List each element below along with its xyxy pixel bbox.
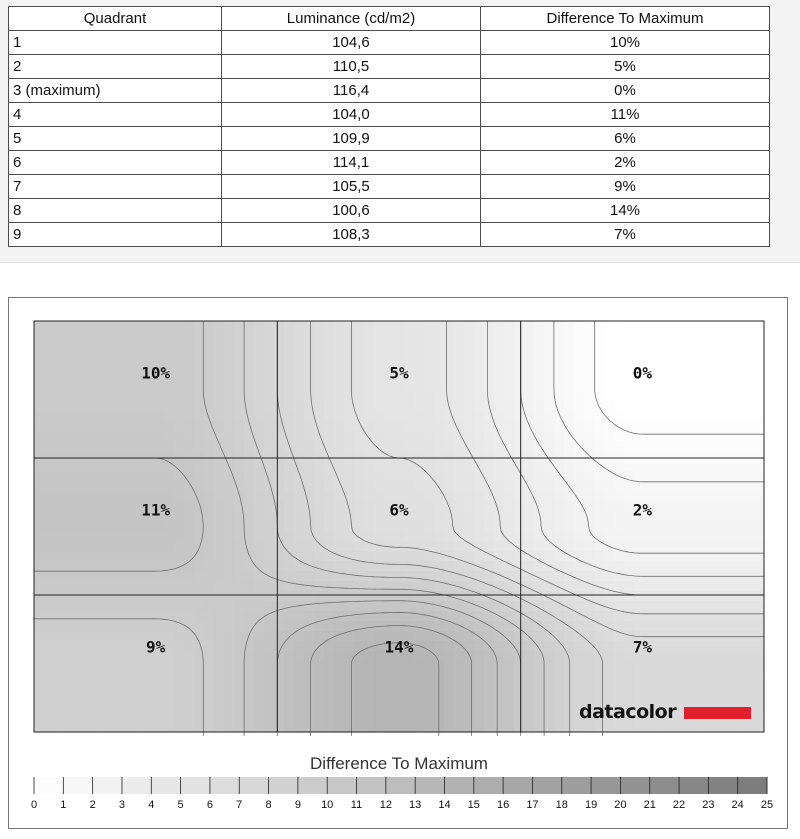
luminance-cell: 110,5	[222, 55, 481, 79]
table-header-row	[9, 7, 770, 31]
scale-tick-label: 4	[148, 799, 155, 811]
quadrant-cell: 7	[9, 175, 222, 199]
logo-bar	[684, 707, 751, 719]
table-row	[9, 175, 770, 199]
luminance-cell: 108,3	[222, 223, 481, 247]
luminance-table-panel	[0, 0, 800, 263]
column-header-quadrant: Quadrant	[9, 7, 222, 31]
scale-tick-label: 6	[206, 799, 213, 811]
scale-swatch	[93, 777, 123, 794]
difference-cell: 14%	[481, 199, 770, 223]
table-row	[9, 199, 770, 223]
scale-swatch	[532, 777, 562, 794]
table-row	[9, 31, 770, 55]
scale-tick-label: 13	[409, 799, 422, 811]
scale-swatch	[679, 777, 709, 794]
quadrant-cell: 6	[9, 151, 222, 175]
difference-cell: 5%	[481, 55, 770, 79]
table-row	[9, 151, 770, 175]
scale-title: Difference To Maximum	[310, 754, 488, 773]
scale-tick-label: 15	[467, 799, 480, 811]
scale-swatch	[503, 777, 533, 794]
scale-swatch	[239, 777, 269, 794]
luminance-cell: 104,6	[222, 31, 481, 55]
column-header-luminance: Luminance (cd/m2)	[222, 7, 481, 31]
quadrant-cell: 1	[9, 31, 222, 55]
scale-swatch	[415, 777, 445, 794]
cell-label: 0%	[632, 363, 652, 383]
table-row	[9, 79, 770, 103]
cell-label: 11%	[141, 500, 171, 520]
scale-tick-label: 0	[30, 799, 38, 811]
scale-swatch	[269, 777, 299, 794]
luminance-cell: 105,5	[222, 175, 481, 199]
heatmap-field	[34, 321, 765, 733]
scale-swatch	[327, 777, 357, 794]
luminance-cell: 116,4	[222, 79, 481, 103]
scale-tick-label: 5	[177, 799, 184, 811]
scale-tick-label: 1	[60, 799, 67, 811]
difference-cell: 9%	[481, 175, 770, 199]
scale-tick-label: 12	[379, 799, 392, 811]
scale-tick-label: 20	[614, 799, 627, 811]
scale-tick-label: 9	[294, 799, 301, 811]
scale-tick-label: 2	[89, 799, 96, 811]
difference-cell: 6%	[481, 127, 770, 151]
scale-tick-label: 17	[526, 799, 539, 811]
cell-label: 10%	[141, 363, 171, 383]
cell-label: 14%	[384, 637, 414, 657]
luminance-cell: 104,0	[222, 103, 481, 127]
scale-tick-label: 23	[702, 799, 715, 811]
scale-swatch	[386, 777, 416, 794]
scale-swatch	[34, 777, 64, 794]
scale-swatch	[650, 777, 680, 794]
scale-tick-label: 22	[672, 799, 686, 811]
scale-tick-label: 11	[350, 799, 363, 811]
quadrant-cell: 5	[9, 127, 222, 151]
scale-swatch	[357, 777, 387, 794]
table-row	[9, 55, 770, 79]
scale-swatch	[562, 777, 592, 794]
difference-cell: 0%	[481, 79, 770, 103]
quadrant-cell: 3 (maximum)	[9, 79, 222, 103]
scale-swatch	[151, 777, 181, 794]
scale-swatch	[122, 777, 152, 794]
column-header-difference: Difference To Maximum	[481, 7, 770, 31]
scale-tick-label: 24	[731, 799, 744, 811]
scale-tick-label: 7	[236, 799, 243, 811]
table-row	[9, 223, 770, 247]
cell-label: 9%	[146, 637, 166, 657]
quadrant-cell: 8	[9, 199, 222, 223]
scale-tick-label: 25	[760, 799, 774, 811]
table-row	[9, 127, 770, 151]
scale-swatch	[620, 777, 650, 794]
difference-cell: 10%	[481, 31, 770, 55]
scale-swatch	[738, 777, 768, 794]
scale-swatch	[210, 777, 240, 794]
luminance-cell: 114,1	[222, 151, 481, 175]
scale-tick-label: 3	[118, 799, 126, 811]
scale-swatch	[708, 777, 738, 794]
quadrant-cell: 9	[9, 223, 222, 247]
difference-cell: 2%	[481, 151, 770, 175]
difference-cell: 7%	[481, 223, 770, 247]
luminance-cell: 100,6	[222, 199, 481, 223]
cell-label: 5%	[389, 363, 409, 383]
scale-tick-label: 19	[584, 799, 598, 811]
scale-tick-label: 18	[555, 799, 568, 811]
cell-label: 7%	[632, 637, 652, 657]
quadrant-cell: 2	[9, 55, 222, 79]
luminance-table	[8, 6, 770, 247]
uniformity-chart-panel	[8, 297, 788, 829]
cell-label: 6%	[389, 500, 409, 520]
quadrant-cell: 4	[9, 103, 222, 127]
datacolor-logo: datacolor	[579, 701, 677, 723]
scale-swatch	[298, 777, 328, 794]
difference-cell: 11%	[481, 103, 770, 127]
scale-swatch	[63, 777, 93, 794]
scale-tick-label: 14	[438, 799, 451, 811]
uniformity-chart	[9, 298, 787, 828]
scale-swatch	[444, 777, 474, 794]
cell-label: 2%	[632, 500, 652, 520]
scale-swatch	[181, 777, 211, 794]
table-row	[9, 103, 770, 127]
scale-tick-label: 16	[496, 799, 510, 811]
luminance-cell: 109,9	[222, 127, 481, 151]
scale-tick-label: 10	[321, 799, 334, 811]
scale-swatch	[474, 777, 504, 794]
scale-swatch	[591, 777, 621, 794]
scale-tick-label: 8	[265, 799, 272, 811]
scale-tick-label: 21	[643, 799, 656, 811]
